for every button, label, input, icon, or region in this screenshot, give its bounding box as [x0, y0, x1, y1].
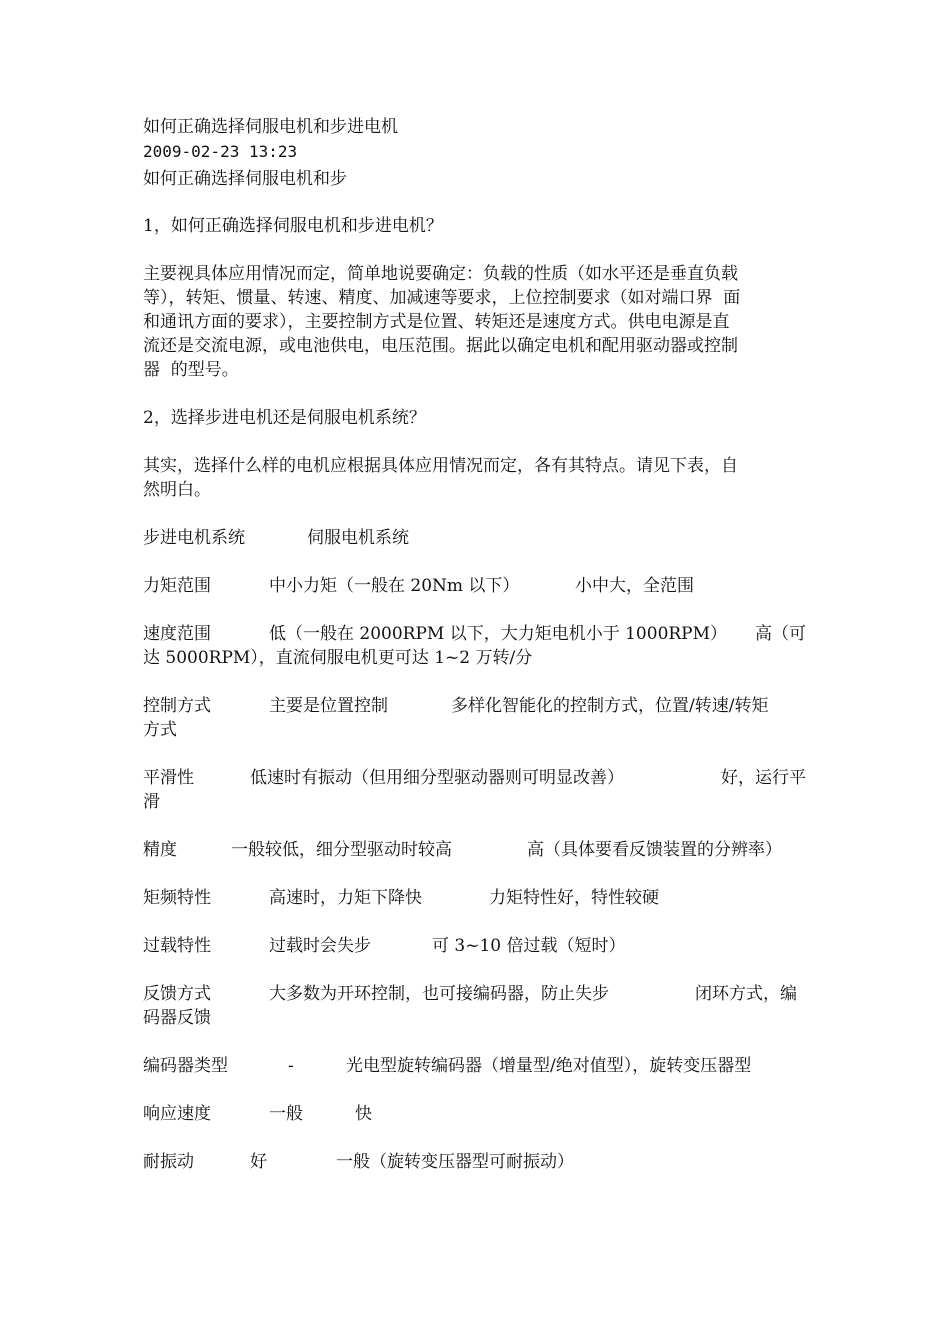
row-servo: 小中大，全范围 — [575, 576, 694, 596]
row-servo: 闭环方式，编 — [695, 984, 797, 1004]
row-stepper: 低速时有振动（但用细分型驱动器则可明显改善） — [250, 768, 624, 788]
row-stepper: 低（一般在 2000RPM 以下，大力矩电机小于 1000RPM） — [269, 624, 728, 644]
row-label: 反馈方式 — [143, 984, 211, 1004]
row-continuation: 滑 — [143, 792, 160, 812]
row-label: 响应速度 — [143, 1104, 211, 1124]
row-servo: 光电型旋转编码器（增量型/绝对值型），旋转变压器型 — [346, 1056, 752, 1076]
row-servo: 一般（旋转变压器型可耐振动） — [336, 1152, 574, 1172]
row-stepper: 一般 — [269, 1104, 303, 1124]
row-stepper: - — [288, 1056, 294, 1076]
doc-date: 2009-02-23 13:23 — [143, 142, 298, 161]
doc-title: 如何正确选择伺服电机和步进电机 — [143, 117, 398, 137]
row-servo: 力矩特性好，特性较硬 — [489, 888, 659, 908]
row-servo: 快 — [355, 1104, 372, 1124]
row-servo: 多样化智能化的控制方式，位置/转速/转矩 — [451, 696, 769, 716]
row-label: 编码器类型 — [143, 1056, 228, 1076]
row-label: 力矩范围 — [143, 576, 211, 596]
row-servo: 高（可 — [755, 624, 806, 644]
row-label: 过载特性 — [143, 936, 211, 956]
answer-1-line: 和通讯方面的要求），主要控制方式是位置、转矩还是速度方式。供电电源是直 — [143, 312, 730, 332]
doc-subtitle: 如何正确选择伺服电机和步 — [143, 169, 347, 189]
row-continuation: 达 5000RPM），直流伺服电机更可达 1~2 万转/分 — [143, 648, 533, 668]
answer-2-line: 其实，选择什么样的电机应根据具体应用情况而定，各有其特点。请见下表，自 — [143, 456, 738, 476]
row-label: 控制方式 — [143, 696, 211, 716]
answer-1-line: 主要视具体应用情况而定，简单地说要确定：负载的性质（如水平还是垂直负载 — [143, 264, 738, 284]
row-stepper: 中小力矩（一般在 20Nm 以下） — [269, 576, 520, 596]
answer-1-line: 器 的型号。 — [143, 360, 239, 380]
row-stepper: 好 — [250, 1152, 267, 1172]
question-2: 2，选择步进电机还是伺服电机系统？ — [143, 408, 426, 428]
row-continuation: 码器反馈 — [143, 1008, 211, 1028]
row-stepper: 过载时会失步 — [269, 936, 371, 956]
header-servo: 伺服电机系统 — [307, 528, 409, 548]
row-label: 矩频特性 — [143, 888, 211, 908]
answer-1-line: 流还是交流电源，或电池供电，电压范围。据此以确定电机和配用驱动器或控制 — [143, 336, 738, 356]
row-label: 精度 — [143, 840, 177, 860]
answer-1-line: 等），转矩、惯量、转速、精度、加减速等要求，上位控制要求（如对端口界 面 — [143, 288, 741, 308]
row-label: 速度范围 — [143, 624, 211, 644]
row-stepper: 一般较低，细分型驱动时较高 — [231, 840, 452, 860]
row-stepper: 主要是位置控制 — [269, 696, 388, 716]
row-servo: 可 3~10 倍过载（短时） — [432, 936, 626, 956]
header-stepper: 步进电机系统 — [143, 528, 245, 548]
row-continuation: 方式 — [143, 720, 177, 740]
question-1: 1，如何正确选择伺服电机和步进电机？ — [143, 216, 443, 236]
answer-2-line: 然明白。 — [143, 480, 211, 500]
row-servo: 好，运行平 — [721, 768, 806, 788]
row-stepper: 高速时，力矩下降快 — [269, 888, 422, 908]
row-label: 耐振动 — [143, 1152, 194, 1172]
row-servo: 高（具体要看反馈装置的分辨率） — [527, 840, 782, 860]
row-label: 平滑性 — [143, 768, 194, 788]
row-stepper: 大多数为开环控制，也可接编码器，防止失步 — [269, 984, 609, 1004]
